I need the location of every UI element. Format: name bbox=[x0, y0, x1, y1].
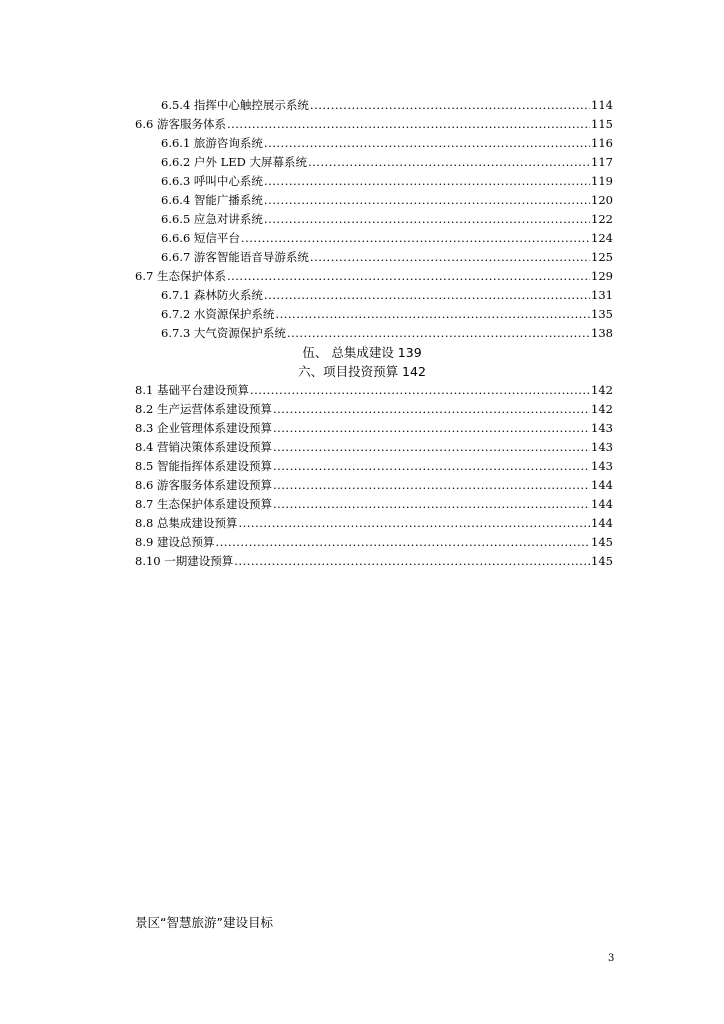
toc-entry[interactable] bbox=[135, 516, 613, 532]
toc-leader-dots bbox=[241, 231, 590, 245]
toc-entry-page: 142 bbox=[591, 383, 613, 397]
toc-leader-dots bbox=[264, 212, 590, 226]
toc-entry-title: 8.1 基础平台建设预算 bbox=[135, 383, 249, 397]
toc-entry-title: 8.8 总集成建设预算 bbox=[135, 516, 238, 530]
toc-leader-dots bbox=[273, 459, 590, 473]
section-title: 景区“智慧旅游”建设目标 bbox=[135, 915, 273, 930]
toc-leader-dots bbox=[227, 269, 590, 283]
chapter-heading-5[interactable]: 伍、 总集成建设 139 bbox=[302, 345, 422, 360]
toc-entry-page: 144 bbox=[591, 497, 613, 511]
toc-entry-page: 119 bbox=[591, 174, 613, 188]
toc-entry-page: 145 bbox=[591, 535, 613, 549]
toc-entry-page: 125 bbox=[591, 250, 613, 264]
toc-leader-dots bbox=[234, 554, 590, 568]
toc-entry[interactable] bbox=[161, 250, 613, 266]
toc-leader-dots bbox=[310, 98, 590, 112]
toc-entry[interactable] bbox=[135, 402, 613, 418]
toc-entry[interactable] bbox=[161, 288, 613, 304]
toc-leader-dots bbox=[310, 250, 590, 264]
toc-entry-page: 143 bbox=[591, 421, 613, 435]
toc-entry-title: 6.6.5 应急对讲系统 bbox=[161, 212, 263, 226]
toc-entry-title: 6.6.6 短信平台 bbox=[161, 231, 240, 245]
toc-entry-page: 135 bbox=[591, 307, 613, 321]
toc-entry-title: 6.7.1 森林防火系统 bbox=[161, 288, 263, 302]
toc-leader-dots bbox=[287, 326, 590, 340]
toc-entry-title: 8.6 游客服务体系建设预算 bbox=[135, 478, 272, 492]
toc-entry-title: 8.3 企业管理体系建设预算 bbox=[135, 421, 272, 435]
toc-entry-page: 142 bbox=[591, 402, 613, 416]
toc-entry-title: 6.5.4 指挥中心触控展示系统 bbox=[161, 98, 309, 112]
toc-leader-dots bbox=[215, 535, 590, 549]
toc-entry[interactable] bbox=[135, 269, 613, 285]
toc-entry[interactable] bbox=[161, 307, 613, 323]
toc-entry-title: 6.6.4 智能广播系统 bbox=[161, 193, 263, 207]
toc-entry[interactable] bbox=[161, 174, 613, 190]
toc-entry[interactable] bbox=[135, 421, 613, 437]
toc-entry[interactable] bbox=[135, 117, 613, 133]
toc-entry-title: 6.6.3 呼叫中心系统 bbox=[161, 174, 263, 188]
toc-entry-title: 6.6 游客服务体系 bbox=[135, 117, 226, 131]
toc-entry-page: 114 bbox=[591, 98, 613, 112]
toc-entry-title: 8.2 生产运营体系建设预算 bbox=[135, 402, 272, 416]
toc-entry[interactable] bbox=[135, 383, 613, 399]
toc-entry-title: 6.7 生态保护体系 bbox=[135, 269, 226, 283]
toc-entry-title: 6.6.2 户外 LED 大屏幕系统 bbox=[161, 155, 307, 169]
toc-leader-dots bbox=[273, 421, 590, 435]
toc-entry[interactable] bbox=[135, 535, 613, 551]
toc-leader-dots bbox=[273, 402, 590, 416]
toc-entry[interactable] bbox=[161, 98, 613, 114]
toc-entry-title: 6.7.2 水资源保护系统 bbox=[161, 307, 275, 321]
toc-leader-dots bbox=[227, 117, 590, 131]
toc-leader-dots bbox=[273, 478, 590, 492]
toc-entry-page: 144 bbox=[591, 478, 613, 492]
toc-entry-title: 6.6.7 游客智能语音导游系统 bbox=[161, 250, 309, 264]
toc-entry[interactable] bbox=[161, 326, 613, 342]
toc-entry[interactable] bbox=[161, 155, 613, 171]
toc-entry[interactable] bbox=[135, 478, 613, 494]
toc-entry[interactable] bbox=[135, 440, 613, 456]
toc-entry-title: 6.7.3 大气资源保护系统 bbox=[161, 326, 286, 340]
toc-leader-dots bbox=[273, 440, 590, 454]
toc-entry-page: 115 bbox=[591, 117, 613, 131]
toc-entry-title: 8.5 智能指挥体系建设预算 bbox=[135, 459, 272, 473]
toc-leader-dots bbox=[308, 155, 590, 169]
toc-entry-page: 120 bbox=[591, 193, 613, 207]
toc-entry-title: 6.6.1 旅游咨询系统 bbox=[161, 136, 263, 150]
toc-entry-page: 145 bbox=[591, 554, 613, 568]
toc-entry[interactable] bbox=[161, 193, 613, 209]
toc-entry-page: 144 bbox=[591, 516, 613, 530]
toc-entry-page: 143 bbox=[591, 459, 613, 473]
toc-entry-page: 124 bbox=[591, 231, 613, 245]
page-number: 3 bbox=[608, 953, 615, 964]
toc-leader-dots bbox=[264, 193, 590, 207]
toc-leader-dots bbox=[264, 136, 590, 150]
toc-leader-dots bbox=[264, 174, 590, 188]
toc-entry[interactable] bbox=[135, 459, 613, 475]
toc-entry-page: 129 bbox=[591, 269, 613, 283]
toc-entry-title: 8.10 一期建设预算 bbox=[135, 554, 234, 568]
toc-entry-title: 8.4 营销决策体系建设预算 bbox=[135, 440, 272, 454]
toc-entry[interactable] bbox=[161, 136, 613, 152]
toc-entry[interactable] bbox=[135, 554, 613, 570]
toc-entry-page: 122 bbox=[591, 212, 613, 226]
toc-leader-dots bbox=[238, 516, 590, 530]
chapter-heading-6[interactable]: 六、项目投资预算 142 bbox=[298, 364, 426, 379]
toc-leader-dots bbox=[273, 497, 590, 511]
toc-leader-dots bbox=[275, 307, 590, 321]
toc-entry-page: 138 bbox=[591, 326, 613, 340]
toc-leader-dots bbox=[250, 383, 590, 397]
toc-entry-page: 143 bbox=[591, 440, 613, 454]
toc-entry-title: 8.7 生态保护体系建设预算 bbox=[135, 497, 272, 511]
toc-entry[interactable] bbox=[135, 497, 613, 513]
toc-leader-dots bbox=[264, 288, 590, 302]
toc-entry-title: 8.9 建设总预算 bbox=[135, 535, 215, 549]
toc-entry[interactable] bbox=[161, 231, 613, 247]
toc-entry-page: 131 bbox=[591, 288, 613, 302]
toc-entry-page: 116 bbox=[591, 136, 613, 150]
toc-entry[interactable] bbox=[161, 212, 613, 228]
toc-entry-page: 117 bbox=[591, 155, 613, 169]
